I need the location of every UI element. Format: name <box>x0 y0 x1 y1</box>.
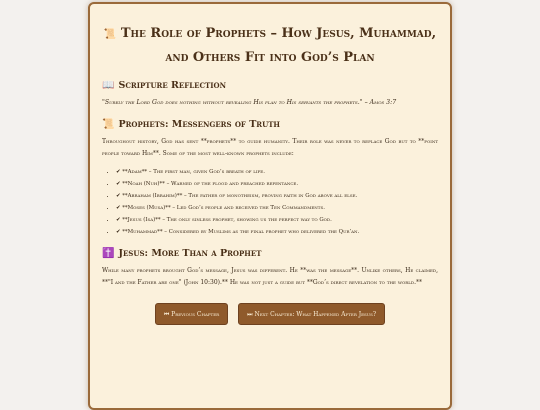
scripture-heading <box>102 80 438 91</box>
page-title <box>102 22 438 70</box>
list-item: • ✔ **Adam** – The first man, given God’s breath of life. <box>116 166 438 178</box>
scripture-quote: "Surely the Lord God does nothing without revealing His plan to His servants the prophets." – Amos 3:7 <box>102 99 397 106</box>
scripture-heading-text: Scripture Reflection <box>118 80 227 91</box>
jesus-heading-text: Jesus: More Than a Prophet <box>118 248 262 259</box>
list-item: • ✔ **Noah (Nuh)** – Warned of the flood and preached repentance. <box>116 178 438 190</box>
list-item: • ✔ **Abraham (Ibrahim)** – The father of monotheism, proving faith in God above all else. <box>116 190 438 202</box>
previous-chapter-button[interactable]: ⏮ Previous Chapter <box>155 303 228 325</box>
list-item: • ✔ **Moses (Musa)** – Led God’s people and received the Ten Commandments. <box>116 202 438 214</box>
prophet-list <box>116 166 438 238</box>
list-item: • ✔ **Muhammad** – Considered by Muslims as the final prophet who delivered the Qur’an. <box>116 226 438 238</box>
messengers-heading <box>102 119 438 130</box>
article-card <box>88 2 452 410</box>
messengers-intro: Throughout history, God has sent **prophets** to guide humanity. Their role was never to replace God but to **point people toward Him**. Some of the most well-known prophets include: <box>102 138 438 157</box>
chapter-navigation <box>102 303 438 325</box>
messengers-heading-text: Prophets: Messengers of Truth <box>118 119 281 130</box>
cross-icon: ✝️ <box>102 247 115 259</box>
jesus-text: While many prophets brought God’s message, Jesus was different. He **was the message**. Unlike others, He claimed, **"I and the Father are one" (John 10:30).** He was not just a guide but **God’s direct revelation to the world.** <box>102 267 438 286</box>
jesus-heading <box>102 248 438 259</box>
scroll-icon: 📜 <box>102 118 115 130</box>
list-item: • ✔ **Jesus (Isa)** – The only sinless prophet, showing us the perfect way to God. <box>116 214 438 226</box>
next-chapter-button[interactable]: ⏭ Next Chapter: What Happened After Jesus? <box>238 303 385 325</box>
scroll-icon: 📜 <box>103 29 117 40</box>
open-book-icon: 📖 <box>102 79 115 91</box>
page-title-text: The Role of Prophets – How Jesus, Muhammad, and Others Fit into God’s Plan <box>120 26 437 65</box>
